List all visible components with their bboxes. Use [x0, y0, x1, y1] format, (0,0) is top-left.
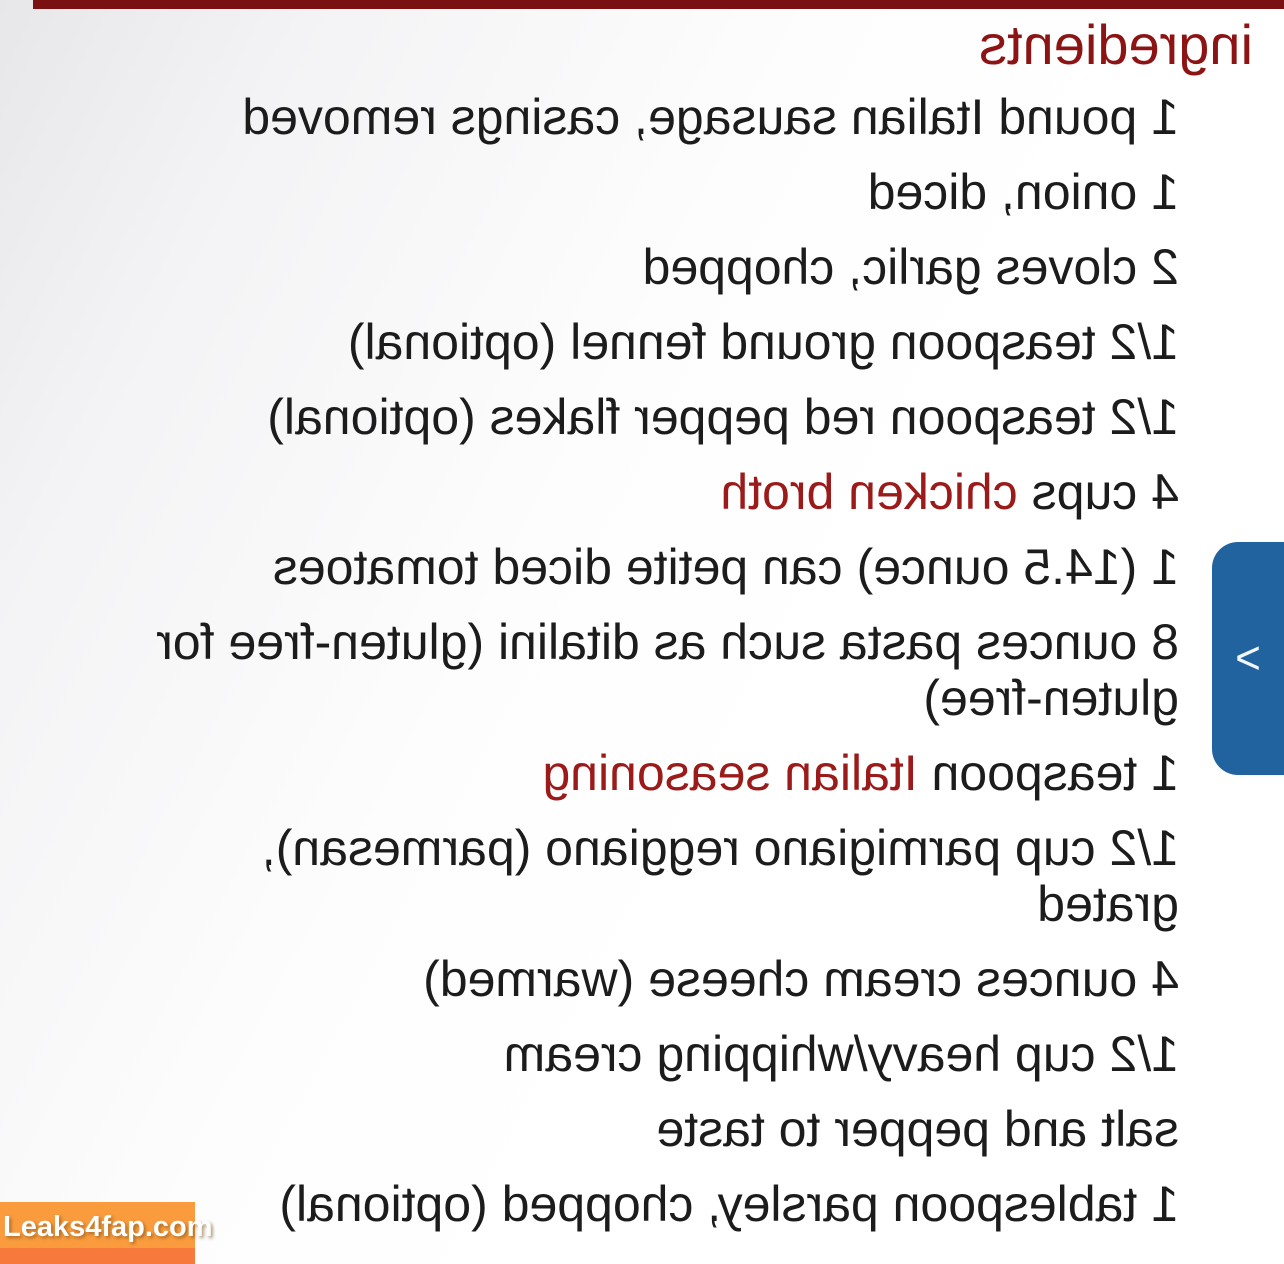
ingredient-link[interactable]: Italian seasoning [542, 744, 918, 801]
ingredient-text: 1 pound Italian sausage, casings removed [242, 88, 1179, 145]
ingredient-text: 1/2 teaspoon ground fennel (optional) [347, 313, 1179, 370]
watermark-badge [0, 1202, 213, 1264]
ingredient-item [85, 614, 1179, 726]
ingredients-heading: ingredients [979, 13, 1253, 76]
ingredient-item [85, 389, 1179, 445]
watermark-text: Leaks4fap.com [3, 1211, 213, 1243]
ingredient-item [85, 1176, 1179, 1232]
ingredient-text: 1/2 teaspoon red pepper flakes (optional) [267, 388, 1179, 445]
ingredient-text: 4 cups [1017, 463, 1179, 520]
ingredient-item [85, 1026, 1179, 1082]
ingredient-text: 2 cloves garlic, chopped [642, 238, 1179, 295]
ingredient-text: salt and pepper to taste [656, 1100, 1179, 1157]
ingredient-text: 1/2 cup parmigiano reggiano (parmesan), [261, 819, 1179, 876]
ingredient-text: 4 ounces cream cheese (warmed) [423, 950, 1179, 1007]
sidebar-flyout-tab[interactable] [1212, 542, 1284, 775]
recipe-ingredients-section [73, 13, 1253, 1251]
ingredient-item [85, 745, 1179, 801]
ingredient-text: 1 onion, diced [867, 163, 1179, 220]
ingredient-text: grated [1037, 875, 1179, 932]
ingredient-text: 1 teaspoon [917, 744, 1179, 801]
chevron-right-icon: > [1235, 632, 1261, 684]
top-accent-bar [33, 0, 1284, 9]
ingredients-list [85, 89, 1179, 1232]
ingredient-item [85, 314, 1179, 370]
ingredient-item [85, 539, 1179, 595]
ingredient-text: 1 (14.5 ounce) can petite diced tomatoes [272, 538, 1179, 595]
ingredient-item [85, 239, 1179, 295]
watermark-band [0, 1248, 195, 1264]
ingredient-item [85, 820, 1179, 932]
ingredient-link[interactable]: chicken broth [720, 463, 1018, 520]
ingredient-item [85, 464, 1179, 520]
ingredient-text: 1/2 cup heavy/whipping cream [503, 1025, 1179, 1082]
ingredient-text: 8 ounces pasta such as ditalini (gluten-free for [156, 613, 1179, 670]
ingredient-item [85, 164, 1179, 220]
ingredient-item [85, 89, 1179, 145]
ingredient-item [85, 1101, 1179, 1157]
ingredient-text: gluten-free) [923, 669, 1179, 726]
ingredient-text: 1 tablespoon parsley, chopped (optional) [279, 1175, 1179, 1232]
ingredient-item [85, 951, 1179, 1007]
